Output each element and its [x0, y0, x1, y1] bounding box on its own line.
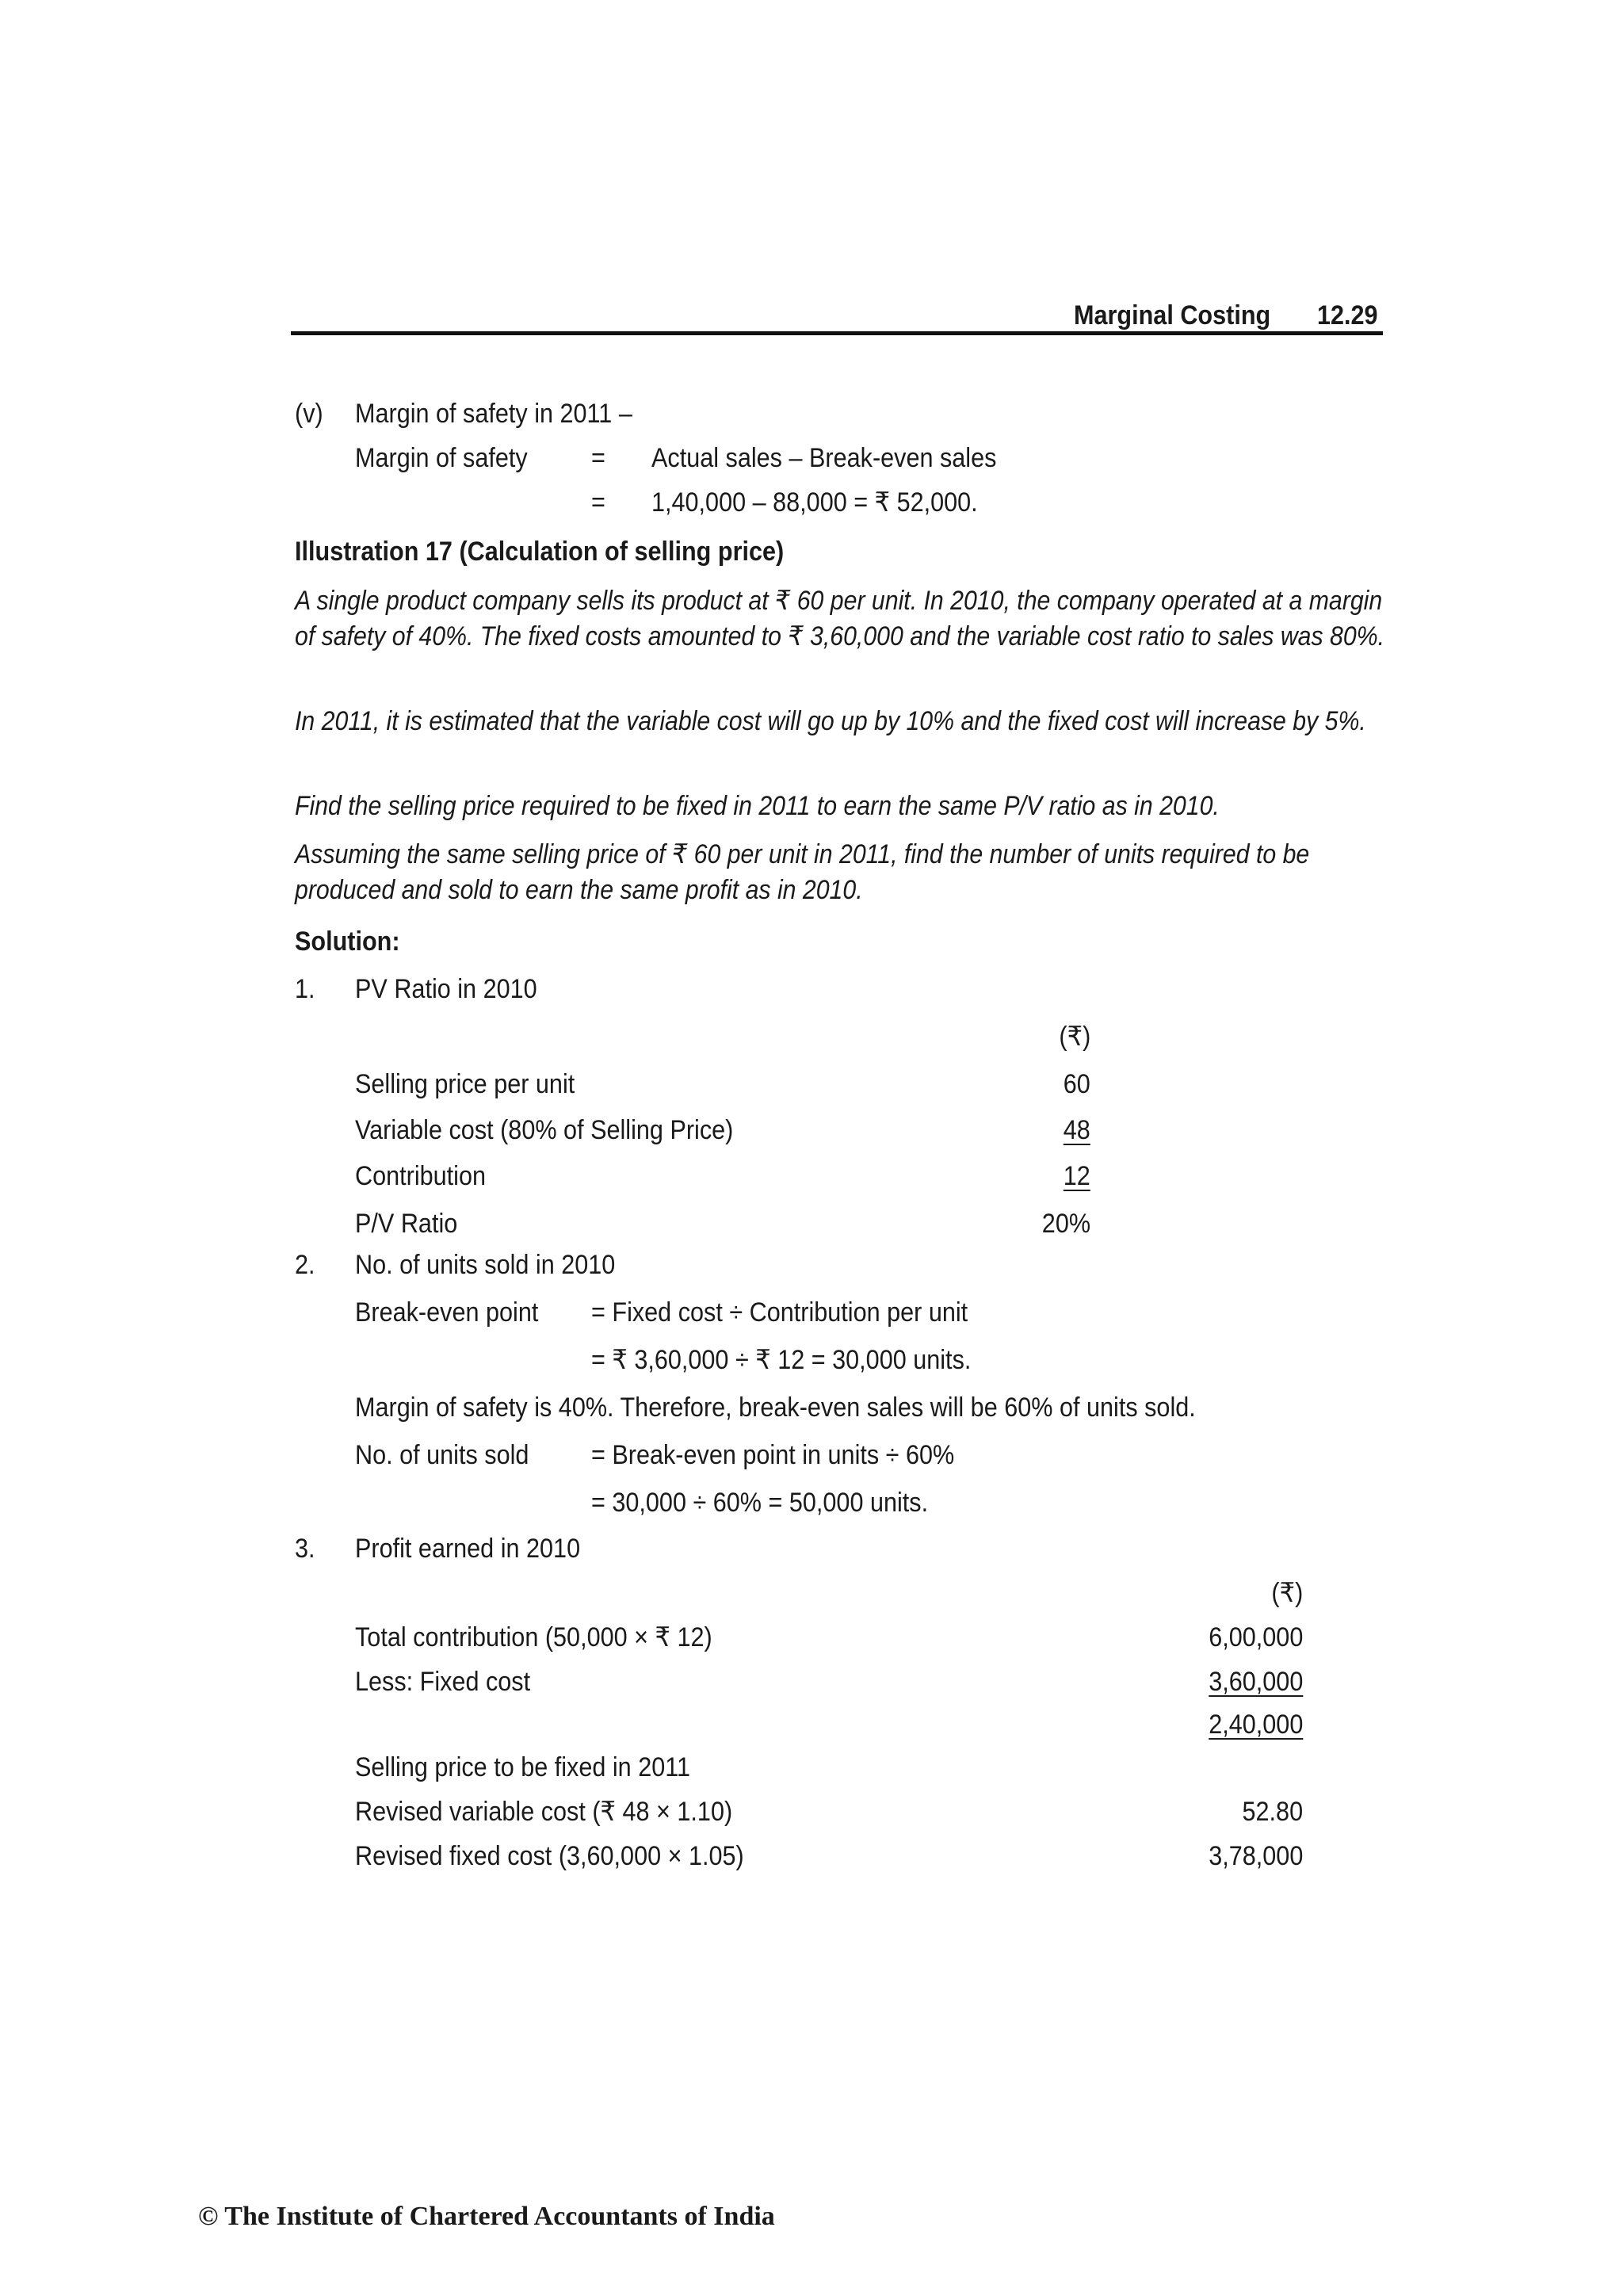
chapter-title: Marginal Costing — [1074, 300, 1271, 330]
page-number: 12.29 — [1317, 300, 1378, 330]
solution-heading: Solution: — [295, 926, 400, 957]
bep-result: = ₹ 3,60,000 ÷ ₹ 12 = 30,000 units. — [591, 1345, 972, 1375]
row-value: 52.80 — [1242, 1797, 1303, 1827]
header-rule — [291, 331, 1383, 335]
row-label: Revised variable cost (₹ 48 × 1.10) — [355, 1797, 733, 1827]
row-label: P/V Ratio — [355, 1209, 458, 1239]
row-value: 12 — [1063, 1161, 1090, 1191]
part-v-number: (v) — [295, 399, 323, 429]
bep-label: Break-even point — [355, 1297, 539, 1328]
mos-formula: Actual sales – Break-even sales — [651, 443, 997, 473]
row-value: 6,00,000 — [1208, 1622, 1303, 1652]
part-v-title: Margin of safety in 2011 – — [355, 399, 632, 429]
row-label: Less: Fixed cost — [355, 1667, 531, 1697]
row-label: Variable cost (80% of Selling Price) — [355, 1115, 734, 1145]
footer-copyright: © The Institute of Chartered Accountants of India — [198, 2202, 775, 2231]
row-label: Total contribution (50,000 × ₹ 12) — [355, 1622, 712, 1652]
equals-sign: = — [591, 443, 605, 473]
row-value: 60 — [1063, 1069, 1090, 1099]
row-label: Selling price per unit — [355, 1069, 575, 1099]
units-sold-result: = 30,000 ÷ 60% = 50,000 units. — [591, 1488, 929, 1518]
mos-statement: Margin of safety is 40%. Therefore, break-even sales will be 60% of units sold. — [355, 1392, 1196, 1423]
step-number: 2. — [295, 1250, 315, 1280]
row-label: Contribution — [355, 1161, 487, 1191]
profit-total: 2,40,000 — [1208, 1710, 1303, 1740]
step-title: No. of units sold in 2010 — [355, 1250, 616, 1280]
illustration-paragraph: A single product company sells its product at ₹ 60 per unit. In 2010, the company operated at a margin of safety of 40%. The fixed costs amounted to ₹ 3,60,000 and the variable cost ratio to sales was 80%. — [295, 586, 1385, 651]
illustration-paragraph: In 2011, it is estimated that the variable cost will go up by 10% and the fixed cost will increase by 5%. — [295, 706, 1366, 736]
equals-sign: = — [591, 487, 605, 518]
row-value: 48 — [1063, 1115, 1090, 1145]
row-value: 20% — [1041, 1209, 1090, 1239]
units-sold-label: No. of units sold — [355, 1440, 529, 1470]
illustration-heading: Illustration 17 (Calculation of selling price) — [295, 537, 785, 567]
currency-unit-header: (₹) — [1059, 1022, 1090, 1052]
row-value: 3,78,000 — [1208, 1841, 1303, 1871]
step-number: 3. — [295, 1534, 315, 1564]
step-title: Profit earned in 2010 — [355, 1534, 581, 1564]
units-sold-formula: = Break-even point in units ÷ 60% — [591, 1440, 955, 1470]
mos-label: Margin of safety — [355, 443, 528, 473]
illustration-paragraph: Assuming the same selling price of ₹ 60 per unit in 2011, find the number of units required to be produced and sold to earn the same profit as in 2010. — [295, 839, 1310, 905]
step-number: 1. — [295, 974, 315, 1004]
illustration-paragraph: Find the selling price required to be fixed in 2011 to earn the same P/V ratio as in 2010. — [295, 791, 1220, 821]
row-label: Revised fixed cost (3,60,000 × 1.05) — [355, 1841, 744, 1871]
step-title: PV Ratio in 2010 — [355, 974, 537, 1004]
row-value: 3,60,000 — [1208, 1667, 1303, 1697]
mos-result: 1,40,000 – 88,000 = ₹ 52,000. — [651, 487, 978, 518]
row-label: Selling price to be fixed in 2011 — [355, 1752, 691, 1782]
currency-unit-header: (₹) — [1271, 1578, 1303, 1608]
bep-formula: = Fixed cost ÷ Contribution per unit — [591, 1297, 968, 1328]
